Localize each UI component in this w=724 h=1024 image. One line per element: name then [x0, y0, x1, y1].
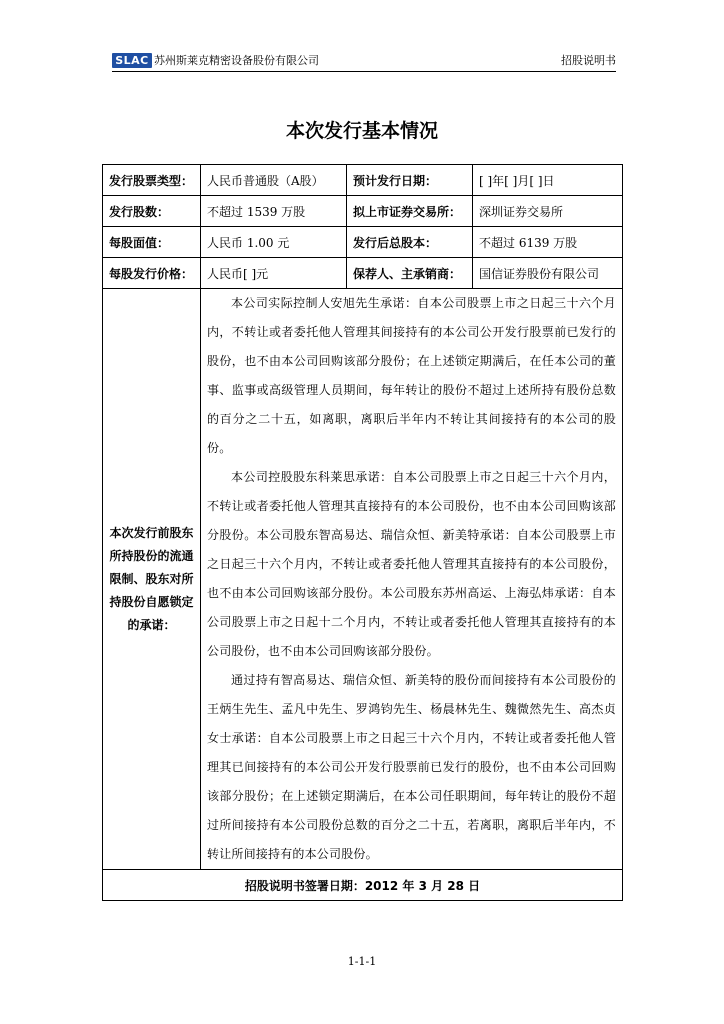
table-row: [103, 165, 623, 196]
share-count-label: 发行股数：: [103, 196, 201, 227]
page-title: 本次发行基本情况: [285, 120, 438, 142]
header-divider: [112, 71, 616, 72]
lockup-commitment-label: 本次发行前股东所持股份的流通限制、股东对所持股份自愿锁定的承诺：: [103, 289, 201, 870]
exchange-label: 拟上市证券交易所：: [347, 196, 473, 227]
page-header: [112, 52, 616, 70]
issue-date-label: 预计发行日期：: [347, 165, 473, 196]
stock-type-value: 人民币普通股（A股）: [201, 165, 347, 196]
issue-date-value: [ ]年[ ]月[ ]日: [473, 165, 623, 196]
page-number: 1-1-1: [347, 955, 377, 968]
company-logo: SLAC: [112, 53, 152, 68]
share-count-value: 不超过 1539 万股: [201, 196, 347, 227]
issue-price-value: 人民币[ ]元: [201, 258, 347, 289]
par-value-label: 每股面值：: [103, 227, 201, 258]
table-row: [103, 227, 623, 258]
sponsor-value: 国信证券股份有限公司: [473, 258, 623, 289]
commitment-paragraph: 本公司实际控制人安旭先生承诺：自本公司股票上市之日起三十六个月内，不转让或者委托他人管理其间接持有的本公司公开发行股票前已发行的股份，也不由本公司回购该部分股份；在上述锁定期满后，在任本公司的董事、监事或高级管理人员期间，每年转让的股份不超过上述所持有股份总数的百分之二十五，如离职，离职后半年内不转让其间接持有的本公司的股份。: [207, 296, 616, 455]
commitment-paragraph: 本公司控股股东科莱思承诺：自本公司股票上市之日起三十六个月内，不转让或者委托他人管理其直接持有的本公司股份，也不由本公司回购该部分股份。本公司股东智高易达、瑞信众恒、新美特承诺：自本公司股票上市之日起三十六个月内，不转让或者委托他人管理其直接持有的本公司股份，也不由本公司回购该部分股份。本公司股东苏州高运、上海弘炜承诺：自本公司股票上市之日起十二个月内，不转让或者委托他人管理其直接持有的本公司股份，也不由本公司回购该部分股份。: [207, 470, 616, 658]
sponsor-label: 保荐人、主承销商：: [347, 258, 473, 289]
total-shares-value: 不超过 6139 万股: [473, 227, 623, 258]
exchange-value: 深圳证券交易所: [473, 196, 623, 227]
table-row: [103, 870, 623, 901]
table-row: [103, 289, 623, 870]
par-value-value: 人民币 1.00 元: [201, 227, 347, 258]
commitment-paragraph: 通过持有智高易达、瑞信众恒、新美特的股份而间接持有本公司股份的王炳生先生、孟凡中先生、罗鸿钧先生、杨晨林先生、魏微然先生、高杰贞女士承诺：自本公司股票上市之日起三十六个月内，不转让或者委托他人管理其已间接持有的本公司公开发行股票前已发行的股份，也不由本公司回购该部分股份；在上述锁定期满后，在本公司任职期间，每年转让的股份不超过所间接持有本公司股份总数的百分之二十五，若离职，离职后半年内，不转让所间接持有的本公司股份。: [207, 673, 616, 861]
total-shares-label: 发行后总股本：: [347, 227, 473, 258]
table-row: [103, 196, 623, 227]
signing-date: 招股说明书签署日期：2012 年 3 月 28 日: [103, 870, 623, 901]
lockup-commitment-text: [201, 289, 623, 870]
issue-price-label: 每股发行价格：: [103, 258, 201, 289]
company-name: 苏州斯莱克精密设备股份有限公司: [154, 54, 319, 67]
stock-type-label: 发行股票类型：: [103, 165, 201, 196]
document-type: 招股说明书: [561, 54, 616, 67]
issuance-info-table: [102, 164, 623, 901]
table-row: [103, 258, 623, 289]
